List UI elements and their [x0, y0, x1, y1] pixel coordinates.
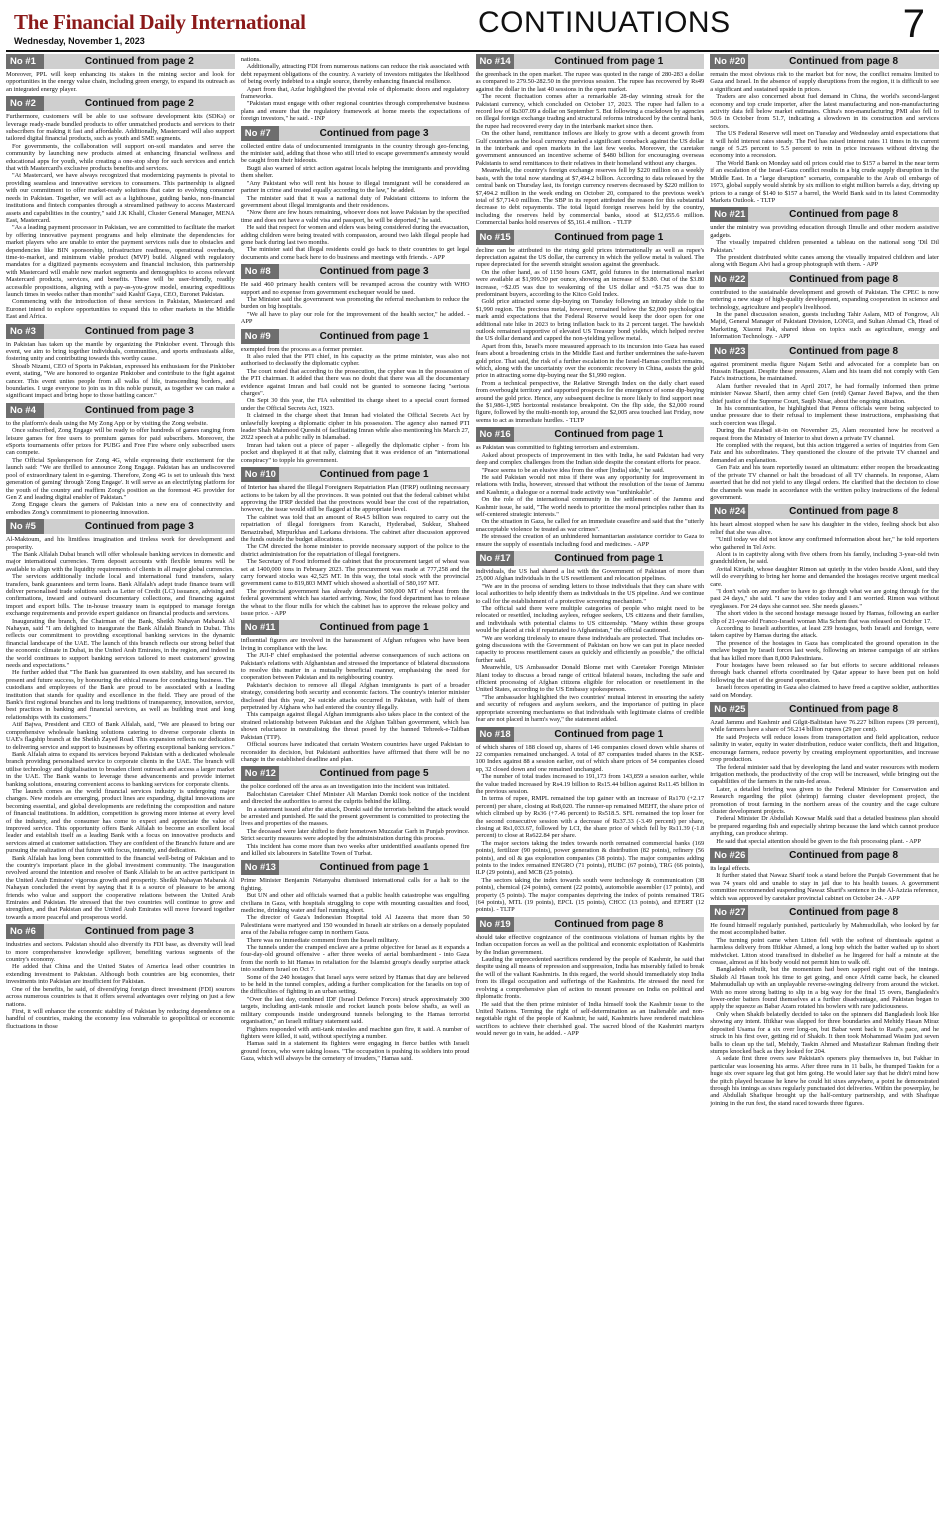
story-header-bar	[6, 54, 235, 69]
story-paragraph: He stressed the creation of an unhindered humanitarian assistance corridor to Gaza to ensure the supply of essentials including food and medicines. - APP	[475, 533, 705, 548]
story-continued-label: Continued from page 3	[84, 521, 194, 533]
story-paragraph: Gold price attracted some dip-buying on Tuesday following an intraday slide to the $1,990 region. The precious metal, however, remained below the $2,000 psychological mark amid expectations that the Federal Reserve would keep the door open for one additional rate hike in 2023 to bring inflation back to its 2 percent target. The hawkish outlook remained supportive of elevated US Treasury bond yields, which helped revive the US dollar demand and capped the non-yielding yellow metal.	[475, 298, 705, 343]
story-paragraph: Some of the 240 hostages that Israel says were seized by Hamas that day are believed to be held in the tunnel complex, adding a further complication for the Israelis on top of the difficulties of fighting in an urban setting.	[240, 973, 470, 996]
story-body	[476, 71, 705, 227]
story-header-bar	[476, 427, 705, 442]
continued-story	[476, 551, 705, 724]
story-paragraph: industries and sectors. Pakistan should also diversify its FDI base, as diversity will lead to more comprehensive knowledge spillover, benefiting various segments of the country's economy.	[6, 941, 235, 964]
story-continued-label: Continued from page 8	[789, 345, 899, 357]
continued-story	[6, 96, 235, 320]
story-paragraph: "Now there are few hours remaining, whoever does not leave Pakistan by the specified time and does not have a valid visa and passport, he will be deported," he said.	[240, 209, 470, 224]
story-header-bar	[6, 96, 235, 111]
story-paragraph: Furthermore, customers will be able to use software development kits (SDKs) or leverage ready-made bundled products to offer unmatched products and services to their subscribers for making it fast and affordable. Additionally, Mastercard will also support tailored digital financial products, such as youth and SME segments.	[6, 113, 235, 143]
story-paragraph: First, it will enhance the economic stability of Pakistan by reducing dependence on a handful of countries, making the economy less vulnerable to geopolitical or economic fluctuations in those	[6, 1007, 235, 1030]
story-number: No #18	[476, 727, 514, 742]
story-paragraph: Bank Alfalah has long been committed to the financial well-being of Pakistan and to the country's important place in the global investment community. The inauguration revolved around the intention and resolve of Bank Alfalah to be an active participant in the United Arab Emirates' vigorous growth and prosperity. Sheikh Nahayan Mabarak Al Nahayan concluded the event by saying that it is a source of pleasure to be among friends who value and support the cooperative relations between the United Arab Emirates and Pakistan. He stressed that the two countries will continue to grow and strengthen, and that Pakistan and the United Arab Emirates will move forward together towards a more peaceful and prosperous world.	[6, 854, 235, 921]
story-header-bar	[6, 324, 235, 339]
story-paragraph: On the role of the international community in the settlement of the Jammu and Kashmir issue, he said, "The world needs to prioritize the moral principles rather than its self-centered strategic interests."	[475, 496, 705, 518]
continued-story	[241, 467, 470, 617]
story-continued-label: Continued from page 8	[789, 56, 899, 67]
continued-story	[710, 504, 939, 699]
story-paragraph: The visually impaired children presented a tableau on the national song 'Dil Dil Pakistan.'	[710, 239, 939, 254]
story-paragraph: "Pakistan must engage with other regional countries through comprehensive business plans and ensure that the regulatory framework at home meets the expectations of foreign investors," he said. - INP	[240, 100, 470, 123]
story-header-bar	[710, 848, 939, 863]
story-number: No #22	[710, 272, 748, 287]
story-paragraph: The presence of the hostages in Gaza has complicated the ground operation in the enclave begun by Israeli forces last week, following an intense campaign of air strikes that has killed more than 8,000 Palestinians.	[710, 639, 939, 662]
continued-story	[476, 427, 705, 548]
story-paragraph: The court noted that according to the prosecution, the cypher was in the possession of the PTI chairman. It added that there was no doubt that there was all the documentary evidence against Imran and bail could not be granted to someone facing "serious charges".	[240, 367, 470, 398]
story-paragraph: For governments, the collaboration will support on-soil mandates and serve the community by launching new products aimed at enhancing financial wellness and educational apps for youth, while creating a one-stop shop for such services and enrich that with Mastercard's exclusive products benefits and services.	[6, 142, 235, 173]
story-body	[6, 71, 235, 93]
continued-story	[6, 519, 235, 921]
story-paragraph: Later, a detailed briefing was given to the Federal Minister for Conservation and Research regarding the pilot (shrimp) farming cluster development project, the promotion of trout farming in the northern areas of the country and the cage culture cluster development projects.	[710, 785, 939, 815]
story-paragraph: The US Federal Reserve will meet on Tuesday and Wednesday amid expectations that it will hold interest rates steady. The Fed has raised interest rates 11 times in its current range of 5.25 percent to 5.5 percent to rein in price increases without driving the economy into a recession.	[710, 130, 939, 160]
story-body	[6, 341, 235, 400]
story-number: No #20	[710, 54, 748, 69]
story-continued-label: Continued from page 8	[789, 704, 899, 716]
story-paragraph: Bugti also warned of strict action against locals helping the immigrants and providing them shelter.	[240, 164, 470, 180]
story-paragraph: Federal Minister Dr Abdullah Kowsar Malik said that a detailed business plan should be prepared regarding fish and especially shrimp because the land which cannot produce anything, can produce shrimp.	[710, 815, 939, 838]
story-paragraph: The tunnels under the cramped enclave are a prime objective for Israel as it expands a four-day-old ground offensive - after three weeks of aerial bombardment - into Gaza from the north to hit Hamas in retaliation for the Islamist group's deadly surprise attack into southern Israel on Oct 7.	[240, 944, 470, 974]
story-body	[6, 113, 235, 320]
story-paragraph: Imran had taken out a piece of paper - allegedly the diplomatic cipher - from his pocket and displayed it at that rally, claiming that it was evidence of an "international conspiracy" to topple his government.	[240, 441, 470, 464]
story-header-bar	[241, 766, 470, 781]
story-number: No #23	[710, 344, 748, 359]
story-body	[710, 361, 939, 502]
continued-story	[710, 848, 939, 902]
story-header-bar	[710, 344, 939, 359]
column-4	[710, 54, 939, 1526]
story-header-bar	[476, 727, 705, 742]
continued-story	[710, 272, 939, 341]
story-paragraph: On the situation in Gaza, he called for an immediate ceasefire and said that the "utterly unacceptable violence be treated as war crimes".	[475, 518, 705, 533]
story-paragraph: The minister said that illegal residents could go back to their countries to get legal documents and come back here to do business and meetings with friends. - APP	[240, 246, 470, 261]
story-number: No #7	[241, 126, 279, 141]
story-header-bar	[241, 329, 470, 344]
story-paragraph: The major sectors taking the index towards north remained commercial banks (169 points), fertilizer (90 points), power generation & distribution (82 points), refinery (56 points), and oil & gas exploration companies (38 points). The major companies adding points to the index remained ENGRO (71 points), HUBC (67 points), TRG (66 points), ILP (29 points), and MCB (25 points).	[475, 839, 705, 877]
story-paragraph: Meanwhile, US Ambassador Donald Blome met with Caretaker Foreign Minister Jilani today to discuss a broad range of critical bilateral issues, including the safe and efficient processing of Afghan citizens eligible for relocation or resettlement in the United States, according to the US Embassy spokesperson.	[475, 664, 705, 694]
story-continued-label: Continued from page 5	[319, 768, 429, 780]
continued-story	[6, 403, 235, 516]
story-paragraph: exempted from the process as a former premier.	[240, 345, 363, 353]
story-header-bar	[6, 519, 235, 534]
story-body	[6, 536, 235, 921]
story-header-bar	[710, 702, 939, 717]
story-paragraph: his heart almost stopped when he saw his daughter in the video, feeling shock but also relief that she was alive.	[710, 521, 939, 536]
story-number: No #8	[241, 264, 279, 279]
story-paragraph: Meanwhile, the country's foreign exchange reserves fell by $220 million on a weekly basis, with the total now standing at $7,494.2 billion. According to data released by the central bank on Thursday last, its foreign currency reserves decreased by $220 million to $7,494.2 million in the week ending on October 20, compared to the previous week's total of $7,714.0 million. The SBP in its report attributed the reason for this substantial decrease to debt repayments. The total liquid foreign reserves held by the country, including the reserves held by commercial banks, stood at $12,655.6 million. Commercial banks hold reserves of $5,161.4 million. - TLTP	[475, 167, 705, 227]
story-paragraph: The Bank Alfalah Dubai branch will offer wholesale banking services in domestic and major international currencies. Term deposit accounts with flexible tenures will be available to align with the liquidity requirements of clients in all major global currencies.	[6, 550, 235, 573]
story-paragraph: Bank Alfalah aims to expand its services beyond Pakistan with a dedicated wholesale branch providing personalised service to corporate clients in the UAE. The branch will utilise technology and digitalisation to broaden client outreach and access a larger market in the UAE. The Bank wants to leverage these advancements and provide internet banking solutions, ensuring convenient access to banking services for corporate clients.	[6, 750, 235, 788]
column-3	[476, 54, 705, 1526]
story-header-bar	[241, 264, 470, 279]
story-paragraph: In the panel discussion session, guests including Tahir Aslam, MD of Fongrow, Ali Majid, General Manager of Pakistani Division, LONGi, and Sultan Ahmad Ch, Head of Marketing, Xiaomi Pak, shared ideas on topics such as agriculture, energy and Information Technology. - APP	[710, 310, 939, 341]
continued-story	[710, 54, 939, 204]
story-paragraph: He said that special attention should be given to the fish processing plant. - APP	[716, 837, 921, 845]
story-paragraph: "Any Pakistani who will rent his house to illegal immigrant will be considered as partner in crime and treated equally according to the law," he added.	[240, 179, 470, 195]
story-number: No #13	[241, 860, 279, 875]
story-number: No #26	[710, 848, 748, 863]
story-paragraph: He found himself regularly punished, particularly by Mahmudullah, who looked by far the most accomplished batter.	[710, 922, 939, 937]
story-number: No #27	[710, 905, 748, 920]
story-paragraph: The official said there were multiple categories of people who might need to be relocated or resettled, including asylees, refugee seekers, US citizens and their families, and individuals with potential claims to US citizenship. "Many within these groups would be placed at risk if repatriated to Afghanistan," the official cautioned.	[475, 605, 705, 635]
continued-story	[476, 230, 705, 425]
story-paragraph: The president distributed white canes among the visually impaired children and later along with Begum Alvi had a group photograph with them. - APP	[710, 253, 939, 269]
story-body	[476, 744, 705, 914]
story-body	[241, 877, 470, 1062]
continued-story	[6, 324, 235, 400]
story-paragraph: The Minister said the government was promoting the referral mechanism to reduce the burden on big hospitals.	[240, 295, 470, 311]
story-paragraph: Prime Minister Benjamin Netanyahu dismissed international calls for a halt to the fighting.	[240, 877, 470, 892]
story-paragraph: The services additionally include local and international fund transfers, salary transfers, bank guarantees and term loans. Bank Alfalah's adept trade finance team will deliver personalised trade solutions such as Letter of Credit (LC) issuance, advising and confirmations, inward and outward documentary collections, and financing against import and export bills. The in-house treasury team is equipped to manage foreign exchange requirements and provide expert guidance on financial products and services.	[6, 573, 235, 618]
story-number: No #2	[6, 96, 44, 111]
story-paragraph: Atif Bajwa, President and CEO of Bank Alfalah, said, "We are pleased to bring our comprehensive wholesale banking solutions catering to diverse corporate clients in UAE's flagship branch at the Sheikh Zayed Road. This expansion reflects our dedication to delivering service and support to businesses by offering exceptional banking services."	[6, 721, 235, 751]
story-body	[6, 420, 235, 516]
continued-story	[241, 860, 470, 1062]
story-body	[710, 71, 939, 204]
story-paragraph: The deceased were later shifted to their hometown Muzzafar Garh in Punjab province. Strict security measures were adopted by the administration during this process.	[240, 827, 470, 843]
story-paragraph: Asked about prospects of improvement in ties with India, he said Pakistan had very deep and complex challenges from the Indian side despite the constant efforts for peace.	[475, 451, 705, 467]
story-paragraph: The provincial government has already demanded 500,000 MT of wheat from the federal government which has started arriving. Now, the food department has to release the wheat to the flour mills for which the cabinet has to approve the release policy and issue price. - APP	[240, 587, 470, 617]
story-continued-label: Continued from page 2	[84, 98, 194, 110]
story-paragraph: On the other hand, as of 1150 hours GMT, gold futures in the international market were available at $1,999.30 per ounce, showing an increase of $3.80. Out of the $3.80 increase, ~$2.05 was due to weakening of the US dollar and ~$1.75 was due to predominant buyers, according to the Kitco Gold Index.	[475, 268, 705, 298]
column-2	[241, 54, 470, 1526]
story-paragraph: Alam further revealed that in April 2017, he had formally informed then prime minister Nawaz Sharif, then army chief Gen (retd) Qamar Javed Bajwa, and the then chief justice of the Supreme Court, Saqib Nisar, about the ongoing situation.	[710, 382, 939, 405]
story-continued-label: Continued from page 1	[554, 56, 664, 67]
continued-story	[476, 917, 705, 1038]
story-header-bar	[476, 551, 705, 566]
story-paragraph: "We all have to play our role for the improvement of the health sector," he added. - APP	[240, 310, 470, 326]
story-paragraph: Only when Shakib belatedly decided to take on the spinners did Bangladesh look like showing any intent. Iftikhar was slapped for three boundaries and Mehidy Hasan Miraz deposited Usama for a six over long-on, but Babar went back to Rauf's pace, and he struck in his first over, getting rid of Shakib. It then took Mohammad Wasim just seven balls to clean up the tail, Mehidy, Taskin Ahmed and Mustafizur Rahman finding their stumps knocked back as they looked for 204.	[710, 1010, 939, 1055]
story-paragraph: "At Mastercard, we have always recognized that modernizing payments is pivotal to providing seamless and innovative services to consumers. This partnership is aligned with our commitment to offer market-ready solutions that cater to evolving consumer needs in Pakistan. Together, we will act as a lighthouse, guiding banks, non-financial institutions and fintech companies through a streamlined pathway to access Mastercard assets and capabilities in the country," said J.K Khalil, Cluster General Manager, MENA East, Mastercard.	[6, 172, 235, 224]
story-body	[241, 484, 470, 617]
story-continued-label: Continued from page 8	[554, 918, 664, 930]
story-paragraph: "I don't wish on any mother to have to go through what we are going through for the past 24 days," she said. "I saw the video today and I am worried. Rimon was without eyeglasses. For 24 days she cannot see. She needs glasses."	[710, 587, 939, 610]
story-continued-label: Continued from page 1	[554, 429, 664, 441]
story-paragraph: the greenback in the open market. The rupee was quoted in the range of 280-283 a dollar as compared to 279.50-282.50 in the previous session. The rupee has recovered by Rs49 against the dollar in the last 40 sessions in the open market.	[475, 71, 705, 93]
story-paragraph: Commencing with the introduction of these services in Pakistan, Mastercard and Euronet intend to explore opportunities to expand this to other markets in the Middle East and Africa.	[6, 298, 235, 321]
story-number: No #1	[6, 54, 44, 69]
story-paragraph: The turning point came when Litton fell with the softest of dismissals against a harmless delivery from Iftikhar Ahmed, a long hop which the batter wafted up to short midwicket. Litton stood transfixed in disbelief as he lingered for half a minute at the crease, almost as if his body would not permit him to walk off.	[710, 936, 939, 967]
story-paragraph: The cabinet was told that an amount of Rs4.5 billion was required to carry out the repatriation of illegal foreigners from Karachi, Hyderabad, Sukkur, Shaheed Benazirabad, Mirpurkhas and Larkana divisions. The cabinet after discussion approved the funds outside the budget allocations.	[240, 513, 470, 543]
story-paragraph: The sectors taking the index towards south were technology & communication (38 points), chemical (24 points), cement (22 points), automobile assembler (17 points), and property (5 points). The major companies depriving the index of points remained TRG (64 points), MTL (19 points), EPCL (15 points), CHCC (13 points), and EFERT (12 points). - TLTP	[475, 876, 705, 914]
story-number: No #21	[710, 207, 748, 222]
story-paragraph: Four hostages have been released so far but efforts to secure additional releases through back channel efforts coordinated by Qatar appear to have been put on hold following the start of the ground operation.	[710, 662, 939, 684]
continued-story	[6, 924, 235, 1030]
story-paragraph: He complied with the request, but this action triggered a series of inquiries from Gen Faiz and his subordinates. They questioned the closure of the private TV channel and demanded an explanation.	[710, 442, 939, 464]
story-paragraph: A sedate first three overs saw Pakistan's openers play themselves in, but Fakhar in particular was loosening his arms. After three runs in 11 balls, he thumped Taskin for a huge six over square leg that got him going. He would later say that he didn't mind how the pitch played because he knew he could hit sixes anywhere, a point he demonstrated through his innings as sixes regularly punctuated dot deliveries. Within the powerplay, he and Abdullah Shafique brought up the half-century partnership, and with Shafique joining in the run fest, the stand raced towards three figures.	[710, 1055, 939, 1107]
story-paragraph: under the ministry was providing education through Ilmulle and other modern assistive gadgets.	[710, 224, 939, 239]
continued-story	[6, 54, 235, 93]
story-body	[241, 143, 470, 262]
story-number: No #16	[476, 427, 514, 442]
story-continued-label: Continued from page 8	[789, 849, 899, 861]
story-paragraph: This incident has come more than two weeks after unidentified assailants opened fire and killed six labourers in Satellite Town of Turbat.	[240, 842, 470, 857]
story-paragraph: There was no immediate comment from the Israeli military.	[246, 936, 400, 944]
story-number: No #5	[6, 519, 44, 534]
story-continued-label: Continued from page 8	[789, 907, 899, 918]
masthead	[6, 4, 939, 52]
page-number: 7	[902, 2, 925, 46]
story-paragraph: of which shares of 188 closed up, shares of 146 companies closed down while shares of 22 companies remained unchanged. A total of 87 companies traded shares in the KSE-100 Index against 88 a session earlier, out of which share prices of 54 companies closed up, 32 closed down and one remained unchanged.	[475, 743, 705, 773]
story-header-bar	[241, 860, 470, 875]
story-body	[476, 444, 705, 548]
story-body	[710, 865, 939, 902]
story-paragraph: Azad Jammu and Kashmir and Gilgit-Baltistan have 76.227 billion rupees (39 percent), while farmers have a share of 56.214 billion rupees (29 per cent).	[710, 719, 939, 734]
story-continued-label: Continued from page 1	[554, 728, 664, 740]
story-paragraph: Gen Faiz and his team reportedly issued an ultimatum: either reopen the broadcasting of the private TV channel or halt the broadcast of all TV channels. In response, Alam asserted that he did not yield to any illegal orders. He clarified that the decision to close the channels was made in accordance with the written policy instructions of the federal government.	[710, 464, 939, 501]
story-paragraph: The JUI-F chief emphasised the potential adverse consequences of such actions on Pakistan's relations with Afghanistan and stressed the importance of bilateral discussions to resolve this matter in a mutually beneficial manner, emphasising the need for cooperation between Pakistan and its neighbouring country.	[240, 652, 470, 682]
story-paragraph: On Sept 30 this year, the FIA submitted its charge sheet to a special court formed under the Official Secrets Act, 1923.	[240, 397, 470, 412]
story-paragraph: The federal minister said that by developing the land and water resources with modern irrigation methods, the productivity of the crop will be increased, while bringing out the capabilities of the farmers in the rain-fed areas.	[710, 763, 939, 786]
story-paragraph: He said 460 primary health centers will be revamped across the country with WHO support and no expense from government exchequer would be used.	[240, 281, 470, 296]
continued-story	[710, 905, 939, 1107]
story-paragraph: The Secretary of Food informed the cabinet that the procurement target of wheat was set at 1400,000 tons in February 2023. The procurement was made at 777,258 and the carry forward stocks was 42,525 MT. In this way, the total stock with the provincial government came to 819,803 MMT which showed a shortfall of 580,197 MT.	[240, 558, 470, 588]
continued-story	[710, 207, 939, 268]
continued-story	[710, 702, 939, 845]
story-paragraph: Fighters responded with anti-tank missiles and machine gun fire, it said. A number of fighters were killed, it said, without specifying a number.	[240, 1025, 470, 1040]
story-paragraph: Once subscribed, Zong Engage will be ready to offer hundreds of games ranging from leisure games for free users to premium games for paid subscribers. Moreover, the eSports tournaments offer prizes for PUBG and Free Fire where only subscribed users can compete.	[6, 427, 235, 457]
story-paragraph: During the Faizabad sit-in on November 25, Alam recounted how he received a request from the Ministry of Interior to shut down a private TV channel.	[710, 427, 939, 442]
story-paragraph: Pakistan's decision to remove all illegal Afghan immigrants is part of a broader strategy, considering both security and economic factors. The country's interior minister disclosed that this year, 24 suicide attacks occurred in Pakistan, with half of them perpetrated by Afghans who had entered the country illegally.	[240, 681, 470, 712]
story-paragraph: Bangladesh rebuilt, but the momentum had been sapped right out of the innings. Shakib Al Hasan took his time to get going, and once Afridi came back, he cleaned Mahmudullah up with an unplayable reverse-swinging delivery from around the wicket. With no more strong batting to slip in a big way for the final 15 overs, Bangladesh's lower-order batters found themselves at a further disadvantage, and Pakistan began to apply the squeeze as Babar Azam rotated his bowlers with rare judiciousness.	[710, 966, 939, 1011]
story-paragraph: influential figures are involved in the harassment of Afghan refugees who have been living in compliance with the law.	[240, 637, 470, 652]
story-paragraph: of Interior has shared the Illegal Foreigners Repatriation Plan (IFRP) outlining necessary actions to be taken by all the provinces. It was pointed out that the federal cabinet whilst approving the IFRP decided that the provinces would bear the cost of the repatriation, however, the issue would still be flagged at the appropriate level.	[240, 484, 470, 514]
story-paragraph: Moreover, PPL will keep enhancing its stakes in the mining sector and look for opportunities in the energy value chain, including green energy, to expand its outreach as an integrated energy player.	[6, 71, 235, 93]
article-columns	[6, 54, 939, 1526]
story-body	[710, 922, 939, 1107]
story-paragraph: The number of total trades increased to 191,173 from 143,859 a session earlier, while the value traded increased by Rs4.19 billion to Rs15.44 billion against Rs11.45 billion in the previous session.	[475, 773, 705, 795]
story-paragraph: decline can be attributed to the rising gold prices internationally as well as rupee's depreciation against the US dollar, the currency in which the yellow metal is valued. The rupee depreciated for the seventh straight session against the greenback.	[475, 246, 705, 269]
story-paragraph: Al-Maktoum, and his limitless imagination and tireless work for development and prosperity.	[6, 536, 235, 551]
section-title: CONTINUATIONS	[478, 6, 731, 39]
story-paragraph: On the other hand, remittance inflows are likely to grow with a decent growth from Gulf countries as the local currency marked a significant comeback against the US dollar in the interbank and open markets in the last few weeks. Moreover, the caretaker government announced an incentive scheme of $480 billion for encouraging overseas Pakistanis to send remittances to their relatives in their homeland without any charges.	[475, 130, 705, 167]
story-paragraph: in Pakistan has taken up the mantle by organizing the Pinktober event. Through this event, we aim to bring together individuals, communities, and sports enthusiasts alike, fostering unity and contributing towards this worthy cause.	[6, 340, 235, 363]
story-continued-label: Continued from page 1	[554, 231, 664, 243]
story-body	[241, 56, 470, 123]
story-body	[241, 637, 470, 763]
story-paragraph: It also ruled that the PTI chief, in his capacity as the prime minister, was also not authorised to declassify the diplomatic cypher.	[240, 353, 470, 368]
story-continued-label: Continued from page 1	[319, 469, 429, 481]
continued-story	[241, 126, 470, 262]
story-body	[6, 941, 235, 1030]
story-paragraph: remain the most obvious risk to the market but for now, the conflict remains limited to Gaza and Israel. In the absence of supply disruptions from the region, it is difficult to see a significant and sustained upside in prices.	[710, 71, 939, 93]
story-body	[241, 281, 470, 325]
story-paragraph: The World Bank on Monday said oil prices could rise to $157 a barrel in the near term if an escalation of the Israel-Gaza conflict results in a big crude supply disruption in the Middle East. In a "large disruption" scenario, comparable to the Arab oil embargo of 1973, global supply would shrink by six million to eight million barrels a day, driving up prices to a range of $140 to $157 a barrel, the World Bank said in its latest Commodity Markets Outlook. - TLTP	[710, 159, 939, 204]
story-continued-label: Continued from page 1	[319, 330, 429, 342]
story-paragraph: The recent fluctuation comes after a remarkable 28-day winning streak for the Pakistani currency, which concluded on October 17, 2023. The rupee had fallen to a record low of Rs307.09 a dollar on September 5. But following a crackdown by agencies on illegal foreign exchange trading and structural reforms introduced by the central bank, the rupee had recovered every day in the interbank market since then.	[475, 93, 705, 130]
story-body	[710, 719, 939, 845]
story-paragraph: In terms of rupee, RMPL remained the top gainer with an increase of Rs170 (+2.17 percent) per share, closing at Rs8,020. The runner-up remained MEHT, the share price of which climbed up by Rs36 (+7.46 percent) to Rs518.5. SFL remained the top loser for the second consecutive session with a decrease of Rs37.33 (-3.49 percent) per share, closing at Rs1,033.67, followed by LCI, the share price of which fell by Rs11.39 (-1.8 percent) to close at Rs622.84 per share.	[475, 795, 705, 840]
story-paragraph: Hamas said in a statement its fighters were engaging in fierce battles with Israeli ground forces, who were taking losses. "The occupation is pushing its soldiers into proud Gaza, which will always be the cemetery of invaders," Hamas said.	[240, 1040, 470, 1063]
story-paragraph: its legal effects.	[710, 864, 751, 872]
story-paragraph: In a statement issued after the attack, Domki said the terrorists behind the attack would be arrested and punished. He said the present government is committed to protecting the lives and properties of the masses.	[240, 805, 470, 828]
story-paragraph: against prominent media figure Najam Sethi and advocated for a complete ban on Hussain Haqqani. Despite these pressures, Alam and his team did not comply with Gen Faiz's instructions, he maintained.	[710, 360, 939, 383]
story-paragraph: He said Projects will reduce losses from transportation and field application, reduce salinity in water, equity in water distribution, reduce water conflicts, theft and litigation, encourage farmers, reduce poverty by creating employment opportunities, and increase crop production.	[710, 733, 939, 764]
story-continued-label: Continued from page 8	[789, 209, 899, 221]
story-paragraph: The launch comes as the world financial services industry is undergoing major changes. New models are emerging, product lines are expanding, digital innovations are becoming essential, and global developments are redefining the composition and nature of financial institutions. In addition, competition is growing more intense at every level of the industry, and the consumer has come to expect and appreciate the value of improved service. This opportunity offers Bank Alfalah to become an excellent local leader and establish itself as a leading Bank with a focus on innovative products and services aimed at customer satisfaction. They are confident of the Branch's future and are pursuing the realization of that future with focus, intensity, and dedication.	[6, 787, 235, 855]
continued-story	[241, 766, 470, 857]
story-paragraph: Additionally, attracting FDI from numerous nations can reduce the risk associated with debt repayment obligations of the country. A variety of investors mitigates the likelihood of being overly indebted to a single source, thereby enhancing financial resilience.	[240, 63, 470, 86]
story-number: No #15	[476, 230, 514, 245]
story-continued-label: Continued from page 1	[319, 862, 429, 874]
story-header-bar	[710, 272, 939, 287]
story-continued-label: Continued from page 8	[789, 273, 899, 285]
story-body	[241, 783, 470, 857]
story-header-bar	[476, 54, 705, 69]
issue-date: Wednesday, November 1, 2023	[14, 36, 145, 46]
story-continued-label: Continued from page 3	[84, 926, 194, 938]
story-paragraph: Balochistan Caretaker Chief Minister Ali Mardan Domki took notice of the incident and directed the authorities to arrest the culprits behind the killing.	[240, 790, 470, 806]
story-continued-label: Continued from page 8	[789, 506, 899, 518]
story-paragraph: to the platform's deals using the My Zong App or by visiting the Zong website.	[6, 419, 208, 427]
story-header-bar	[6, 403, 235, 418]
story-body	[710, 224, 939, 268]
story-paragraph: The CM directed the home minister to provide necessary support of the police to the district administration for the repatriation of illegal foreigners.	[240, 543, 470, 558]
story-continued-label: Continued from page 1	[554, 552, 664, 564]
story-continued-label: Continued from page 1	[319, 622, 429, 634]
story-paragraph: as Pakistan was committed to fighting terrorism and extremism.	[475, 444, 639, 452]
story-number: No #12	[241, 766, 279, 781]
continued-story	[241, 264, 470, 325]
continued-story	[241, 54, 470, 123]
story-continued-label: Continued from page 2	[84, 56, 194, 67]
continued-story	[710, 344, 939, 502]
story-number: No #19	[476, 917, 514, 932]
story-header-bar	[476, 230, 705, 245]
story-paragraph: Inaugurating the branch, the Chairman of the Bank, Sheikh Nahayan Mabarak Al Nahayan, said "I am delighted to inaugurate the Bank Alfalah Branch in Dubai. This reflects our commitment to providing exceptional banking services in the dynamic financial landscape of the UAE. The launch of this branch reflects our strong belief that the economic climate in Dubai, in the United Arab Emirates, in the region, and indeed in the world continues to support banking services tailored to meet customers' growing needs and expectations."	[6, 617, 235, 670]
story-paragraph: Aloni is in captivity along with five others from his family, including 3-year-old twin grandchildren, he said.	[710, 550, 939, 566]
story-paragraph: "Until today we did not know any confirmed information about her," he told reporters who gathered in Tel Aviv.	[710, 536, 939, 551]
story-paragraph: Israeli forces operating in Gaza also claimed to have freed a captive soldier, authorities said on Monday.	[710, 684, 939, 699]
story-header-bar	[710, 905, 939, 920]
continued-story	[476, 54, 705, 227]
story-paragraph: Zong Engage clears the gamers of Pakistan into a new era of connectivity and embodies Zong's commitment to pioneering innovation.	[6, 501, 235, 516]
story-continued-label: Continued from page 3	[84, 404, 194, 416]
story-paragraph: Lauding the unprecedented sacrifices rendered by the people of Kashmir, he said that despite using all means of repression and suppression, India has miserably failed to break the will of the valiant Kashmiris. In this regard, the world should immediately stop India from its illegal occupation and sufferings of the Kashmiris. He stressed the need for evolving a comprehensive plan of action to mount pressure on India on political and diplomatic fronts.	[475, 956, 705, 1001]
story-number: No #14	[476, 54, 514, 69]
story-paragraph: Traders are also concerned about fuel demand in China, the world's second-largest economy and top crude importer, after the latest manufacturing and non-manufacturing activity data fell below market estimates. China's non-manufacturing PMI also fell to 50.6 in October from 51.7, indicating a slowdown in its construction and services sectors.	[710, 93, 939, 130]
story-paragraph: In his communication, he highlighted that Pemra officials were being subjected to undue pressure due to their refusal to implement these instructions, emphasising that such coercion was illegal.	[710, 405, 939, 427]
story-paragraph: "We are working tirelessly to ensure these individuals are protected. That includes on-going discussions with the Government of Pakistan on how we can put in place needed capacity to process resettlement cases as quickly and efficiently as possible," the official further said.	[475, 634, 705, 664]
story-body	[710, 521, 939, 699]
story-paragraph: He said that respect for women and elders was being considered during the evacuation, adding children were being treated with compassion, around two lakh illegal people had gone back during last two months.	[240, 224, 470, 246]
column-1	[6, 54, 235, 1526]
story-paragraph: But UN and other aid officials warned that a public health catastrophe was engulfing civilians in Gaza, with hospitals struggling to cope with mounting casualties and food, medicine, drinking water and fuel running short.	[240, 892, 470, 914]
story-number: No #24	[710, 504, 748, 519]
story-paragraph: The short video is the second hostage message issued by Hamas, following an earlier clip of 21-year-old Franco-Israeli woman Mia Schem that was released on October 17.	[710, 610, 939, 625]
story-paragraph: From a technical perspective, the Relative Strength Index on the daily chart eased from overbought territory and supported prospects for the emergence of some dip-buying around the gold price. Hence, any subsequent decline is more likely to find support near the $1,986-1,985 horizontal resistance breakpoint. On the flip side, the $2,000 round figure, followed by the multi-month top, around the $2,005 area touched last Friday, now seems to act as immediate hurdles. - TLTP	[475, 379, 705, 424]
story-body	[710, 289, 939, 341]
story-header-bar	[476, 917, 705, 932]
story-paragraph: The Official Spokesperson for Zong 4G, while expressing their excitement for the launch said: "We are thrilled to announce Zong Engage. Pakistan has an undiscovered pool of extraordinary talent in e-gaming. Therefore, Zong 4G is set to unleash this 'next generation of gaming' through 'Zong Engage'. It will serve as an electrifying platform for the youth of the country and reaffirm Zong's position as the foremost 4G provider for Gen Z and leading digital enabler of Pakistan."	[6, 456, 235, 501]
story-paragraph: It claimed in the charge sheet that Imran had violated the Official Secrets Act by unlawfully keeping a diplomatic cipher in his possession. The agency also named PTI leader Shah Mahmood Qureshi of facilitating Imran while also mentioning his March 27, 2022 speech at a public rally in Islamabad.	[240, 412, 470, 442]
story-paragraph: contributed to the sustainable development and growth of Pakistan. The CPEC is now entering a new stage of high-quality development, expanding cooperation in science and technology, agriculture and people's livelihood.	[710, 288, 939, 311]
story-header-bar	[241, 467, 470, 482]
story-paragraph: "The ambassador highlighted the two countries' mutual interest in ensuring the safety and security of refugees and asylum seekers, and the importance of putting in place appropriate screening mechanisms so that individuals with legitimate claims of credible fear are not placed in harm's way," the statement added.	[475, 693, 705, 724]
story-paragraph: "Over the last day, combined IDF (Israel Defence Forces) struck approximately 300 targets, including anti-tank missile and rocket launch posts below shafts, as well as military compounds inside underground tunnels belonging to the Hamas terrorist organisation," an Israeli military statement said.	[240, 995, 470, 1026]
story-body	[241, 346, 470, 465]
story-paragraph: Official sources have indicated that certain Western countries have urged Pakistan to reconsider its decision, but Pakistani authorities have affirmed that there will be no change in the established deadline and plan.	[240, 741, 470, 763]
continued-story	[241, 620, 470, 763]
story-body	[476, 247, 705, 425]
story-paragraph: According to Israeli authorities, at least 239 hostages, both Israeli and foreign, were taken captive by Hamas during the attack.	[710, 625, 939, 640]
story-paragraph: Apart from that, Azfar highlighted the pivotal role of diplomatic doors and regulatory frameworks.	[240, 85, 470, 101]
story-paragraph: He said that the then prime minister of India himself took the Kashmir issue to the United Nations. Terming the right of self-determination as an inalienable and non-negotiable right of the people of Kashmir, he said, Kashmiris have rendered matchless sacrifices to achieve their cherished goal. The sacred blood of the Kashmiri martyrs would never go in vain, he added. - APP	[475, 1000, 705, 1038]
story-paragraph: He added that China and the United States of America lead other countries in extending investment to Pakistan. Although both countries are big economies, their investments into Pakistan are insufficient for Pakistan.	[6, 963, 235, 986]
continued-story	[241, 329, 470, 465]
story-paragraph: Avital Kiriathi, whose daughter Rimon sat quietly in the video beside Aloni, said they will do everything to bring her home and demanded the hostages receive urgent medical care.	[710, 565, 939, 588]
story-paragraph: Apart from this, Israel's more measured approach to its incursion into Gaza has eased fears about a broadening crisis in the Middle East and further undermines the safe-haven gold price. That said, the risk of a further escalation in the Israel-Hamas conflict remains, which, along with the uncertainty over the economic recovery in China, assists the gold price in attracting some dip-buying near the $1,990 region.	[475, 342, 705, 380]
story-header-bar	[710, 504, 939, 519]
story-paragraph: He further added that "The Bank has guaranteed its own stability, and has secured its present and future success, by honouring the ethical means for conducting business. The custodians and employees of the Bank are proud to be associated with a leading institution that stands for quality and excellence in the field. They are proud of the Bank's first regional branches and its long traditions of transparency, innovation, service, best practices in banking and financial services, as well as building trust and long relationships with its customers."	[6, 669, 235, 721]
story-number: No #3	[6, 324, 44, 339]
story-paragraph: The minister said that it was a national duty of Pakistani citizens to inform the government about illegal immigrants and their residences.	[240, 194, 470, 209]
story-paragraph: the police cordoned off the area as an investigation into the incident was initiated.	[240, 783, 450, 791]
story-number: No #10	[241, 467, 279, 482]
story-paragraph: should take effective cognizance of the continuous violations of human rights by the Indian occupation forces as well as the political and economic exploitation of Kashmiris by the Indian government.	[475, 933, 705, 956]
story-continued-label: Continued from page 3	[84, 325, 194, 337]
story-header-bar	[241, 620, 470, 635]
story-number: No #9	[241, 329, 279, 344]
story-number: No #17	[476, 551, 514, 566]
story-number: No #25	[710, 702, 748, 717]
story-paragraph: The director of Gaza's Indonesian Hospital told Al Jazeera that more than 50 Palestinians were martyred and 150 wounded in Israeli air strikes on a densely populated area of the Jabalia refugee camp in northern Gaza.	[240, 914, 470, 937]
story-body	[476, 568, 705, 724]
story-body	[476, 934, 705, 1038]
story-paragraph: He said Pakistan would not miss if there was any opportunity for improvement in relations with India, however, stressed that without the resolution of the issue of Jammu and Kashmir, a dialogue or a normal trade activity was "unthinkable".	[475, 473, 705, 496]
story-paragraph: nations.	[240, 56, 261, 63]
story-header-bar	[710, 207, 939, 222]
story-number: No #4	[6, 403, 44, 418]
story-paragraph: Shoaib Nizami, CEO of Sports in Pakistan, expressed his enthusiasm for the Pinktober event, stating, "We are honored to organize Pinktober and contribute to the fight against cancer. This event unites people from all walks of life, transcending borders, and boundaries. I urge everyone to join us in this noble pursuit, as together we can make a significant impact and bring hope to those battling cancer."	[6, 362, 235, 400]
newspaper-name: The Financial Daily International	[14, 10, 306, 34]
story-paragraph: One of the benefits, he said, of diversifying foreign direct investment (FDI) sources across numerous countries is that it offers several advantages over relying on just a few nations.	[6, 985, 235, 1008]
story-continued-label: Continued from page 3	[319, 266, 429, 278]
story-continued-label: Continued from page 3	[319, 127, 429, 139]
story-paragraph: "Peace seems to be an elusive idea from the other [India] side," he said.	[481, 466, 665, 474]
story-header-bar	[6, 924, 235, 939]
story-paragraph: "We are in the process of sending letters to those individuals that they can share with local authorities to help identify them as individuals in the US pipeline. And we continue to call for the establishment of a protective screening mechanism."	[475, 582, 705, 605]
story-header-bar	[710, 54, 939, 69]
story-number: No #6	[6, 924, 44, 939]
story-paragraph: This campaign against illegal Afghan immigrants also takes place in the context of the strained relationship between Pakistan and the Afghan Taliban government, which has shown reluctance in neutralising the threat posed by the banned Tehreek-e-Taliban Pakistan (TTP).	[240, 711, 470, 741]
story-paragraph: "As a leading payment processor in Pakistan, we are committed to facilitate the market by offering innovative payment programs and help eliminate the dependencies for market players who are unable to enter the payment services rails due to obstacles and dependencies like BIN sponsorship, infrastructure readiness, operational overheads, time-to-market, and minimum viable product (MVP) build. Aligned with regulatory mandates for a digitized payments ecosystem and financial inclusion, this partnership with Mastercard will enable new market segments and demographics to access relevant Mastercard products, services, and benefits. These will be user-friendly, readily accessible propositions, aligning with a pay-as-you-grow model, ensuring expeditious launch times in weeks rather than months" said Kashif Gaya, CEO, Euronet Pakistan.	[6, 224, 235, 298]
story-paragraph: It further stated that Nawaz Sharif took a stand before the Punjab Government that he was 74 years old and unable to stay in jail due to his health issues. A government committee recommended suspending Nawaz Sharif's sentence in the Al-Azizia reference, which was approved by caretaker provincial cabinet on October 24. - APP	[710, 872, 939, 902]
story-number: No #11	[241, 620, 279, 635]
continued-story	[476, 727, 705, 914]
story-paragraph: collected entire data of undocumented immigrants in the country through geo-fencing, the minister said, adding that those who still tried to escape government's amnesty would be caught from their hideouts.	[240, 142, 470, 165]
story-paragraph: individuals, the US had shared a list with the Government of Pakistan of more than 25,000 Afghan individuals in the US resettlement and relocation pipelines.	[475, 567, 705, 583]
story-header-bar	[241, 126, 470, 141]
